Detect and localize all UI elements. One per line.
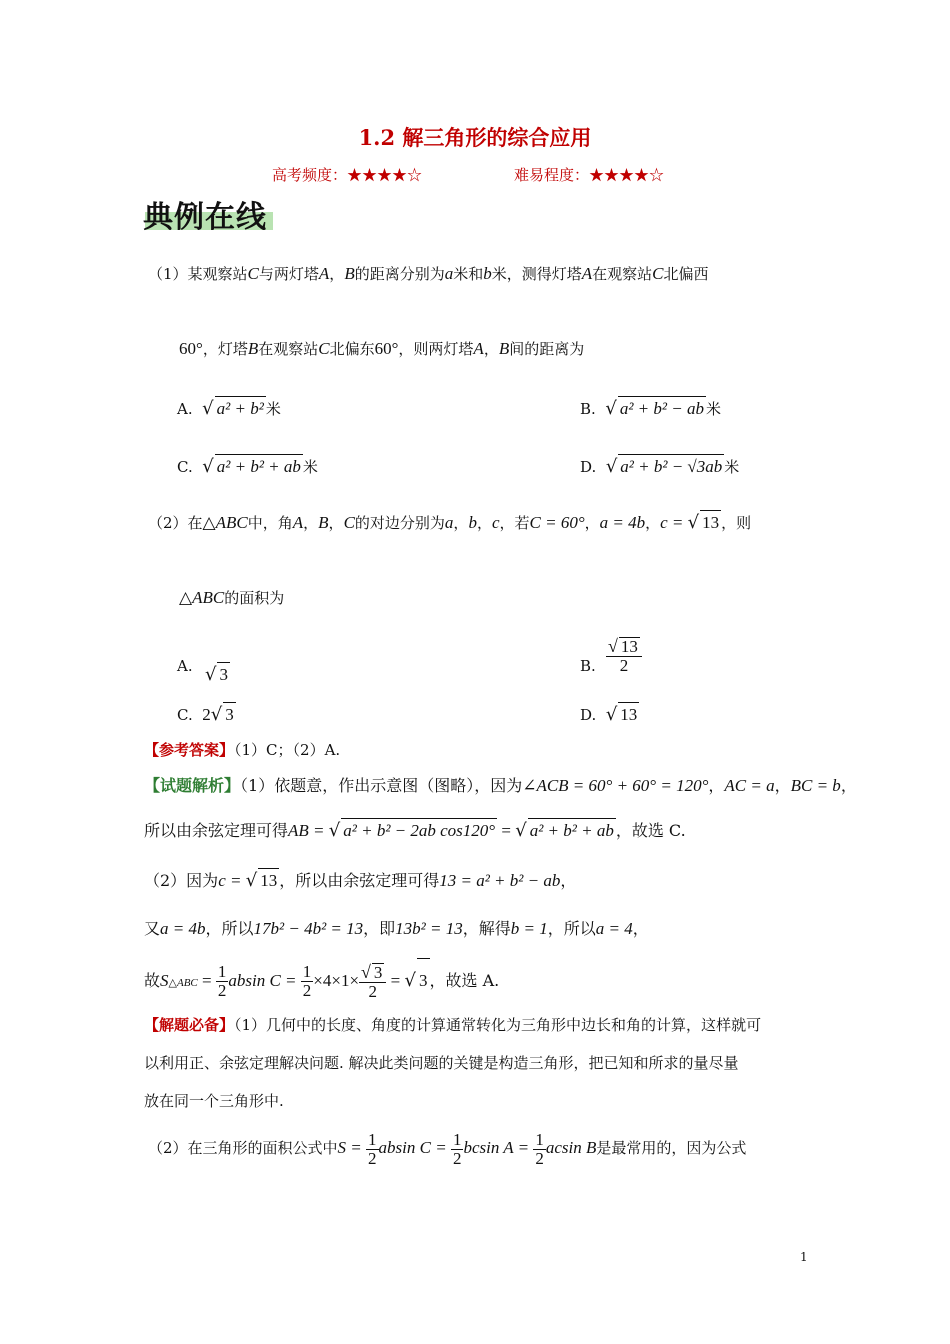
q1-line2: 60°，灯塔B在观察站C北偏东60°，则两灯塔A，B间的距离为 <box>179 339 585 358</box>
section-title: 典例在线 <box>143 200 267 235</box>
q2-option-a-value: √ 3 <box>205 664 228 685</box>
method-line2: 以利用正、余弦定理解决问题. 解决此类问题的关键是构造三角形，把已知和所求的量尽量 <box>144 1054 739 1072</box>
analysis-line4: 又a = 4b，所以17b² − 4b² = 13，即13b² = 13，解得b = 1，所以a = 4， <box>144 919 649 938</box>
q1-line1: （1）某观察站C与两灯塔A，B的距离分别为a米和b米，测得灯塔A在观察站C北偏西 <box>148 264 709 283</box>
analysis-line3: （2）因为c = √ 13 ，所以由余弦定理可得13 = a² + b² − ab， <box>144 870 577 891</box>
q1-option-a: A. √ a² + b² 米 <box>177 398 281 419</box>
q1-option-d: D. √ a² + b² − √3ab 米 <box>580 456 740 477</box>
q2-option-d: D. √ 13 <box>580 704 638 725</box>
q2-line2: △ABC的面积为 <box>179 588 285 607</box>
method-line4: （2）在三角形的面积公式中S = $\frac{1}{2}$ absin C = $\frac{1}{2}$ bcsin A = $\frac{1}{2}$ acsin B是最常用的，因为公式 <box>148 1129 747 1168</box>
difficulty-rating: 难易程度：★★★★☆ <box>514 166 665 184</box>
analysis-line5: 故S△ABC = $\frac{1}{2}$ absin C = $\frac{1}{2}$ ×4×1× $\frac{√ 3}{2}$ = √ 3 ，故选 A. <box>144 958 499 1005</box>
q1-option-b: B. √ a² + b² − ab 米 <box>580 398 721 419</box>
reference-answer: 【参考答案】（1）C；（2）A. <box>144 741 341 759</box>
q1-option-c: C. √ a² + b² + ab 米 <box>177 456 318 477</box>
q2-option-c: C. 2√ 3 <box>177 704 234 725</box>
q2-option-b-value: $\frac{√ 13}{2}$ <box>606 637 642 675</box>
section-badge <box>143 192 275 236</box>
q2-line1: （2）在△ABC中，角A，B，C的对边分别为a，b，c，若C = 60°，a = 4b，c = √ 13 ，则 <box>148 512 752 533</box>
analysis-line2: 所以由余弦定理可得AB = √ a² + b² − 2ab cos120° = √ a² + b² + ab ，故选 C. <box>144 820 686 841</box>
analysis-line1: 【试题解析】（1）依题意，作出示意图（图略），因为∠ACB = 60° + 60° = 120°，AC = a，BC = b， <box>144 776 857 795</box>
q2-option-b: B. <box>580 657 596 675</box>
page-number: 1 <box>800 1250 808 1264</box>
page-title: 1.2 解三角形的综合应用 <box>358 125 592 150</box>
method-line3: 放在同一个三角形中. <box>144 1092 284 1110</box>
q2-option-a: A. <box>177 657 193 675</box>
method-line1: 【解题必备】（1）几何中的长度、角度的计算通常转化为三角形中边长和角的计算，这样就可 <box>144 1016 762 1034</box>
frequency-rating: 高考频度：★★★★☆ <box>272 166 423 184</box>
